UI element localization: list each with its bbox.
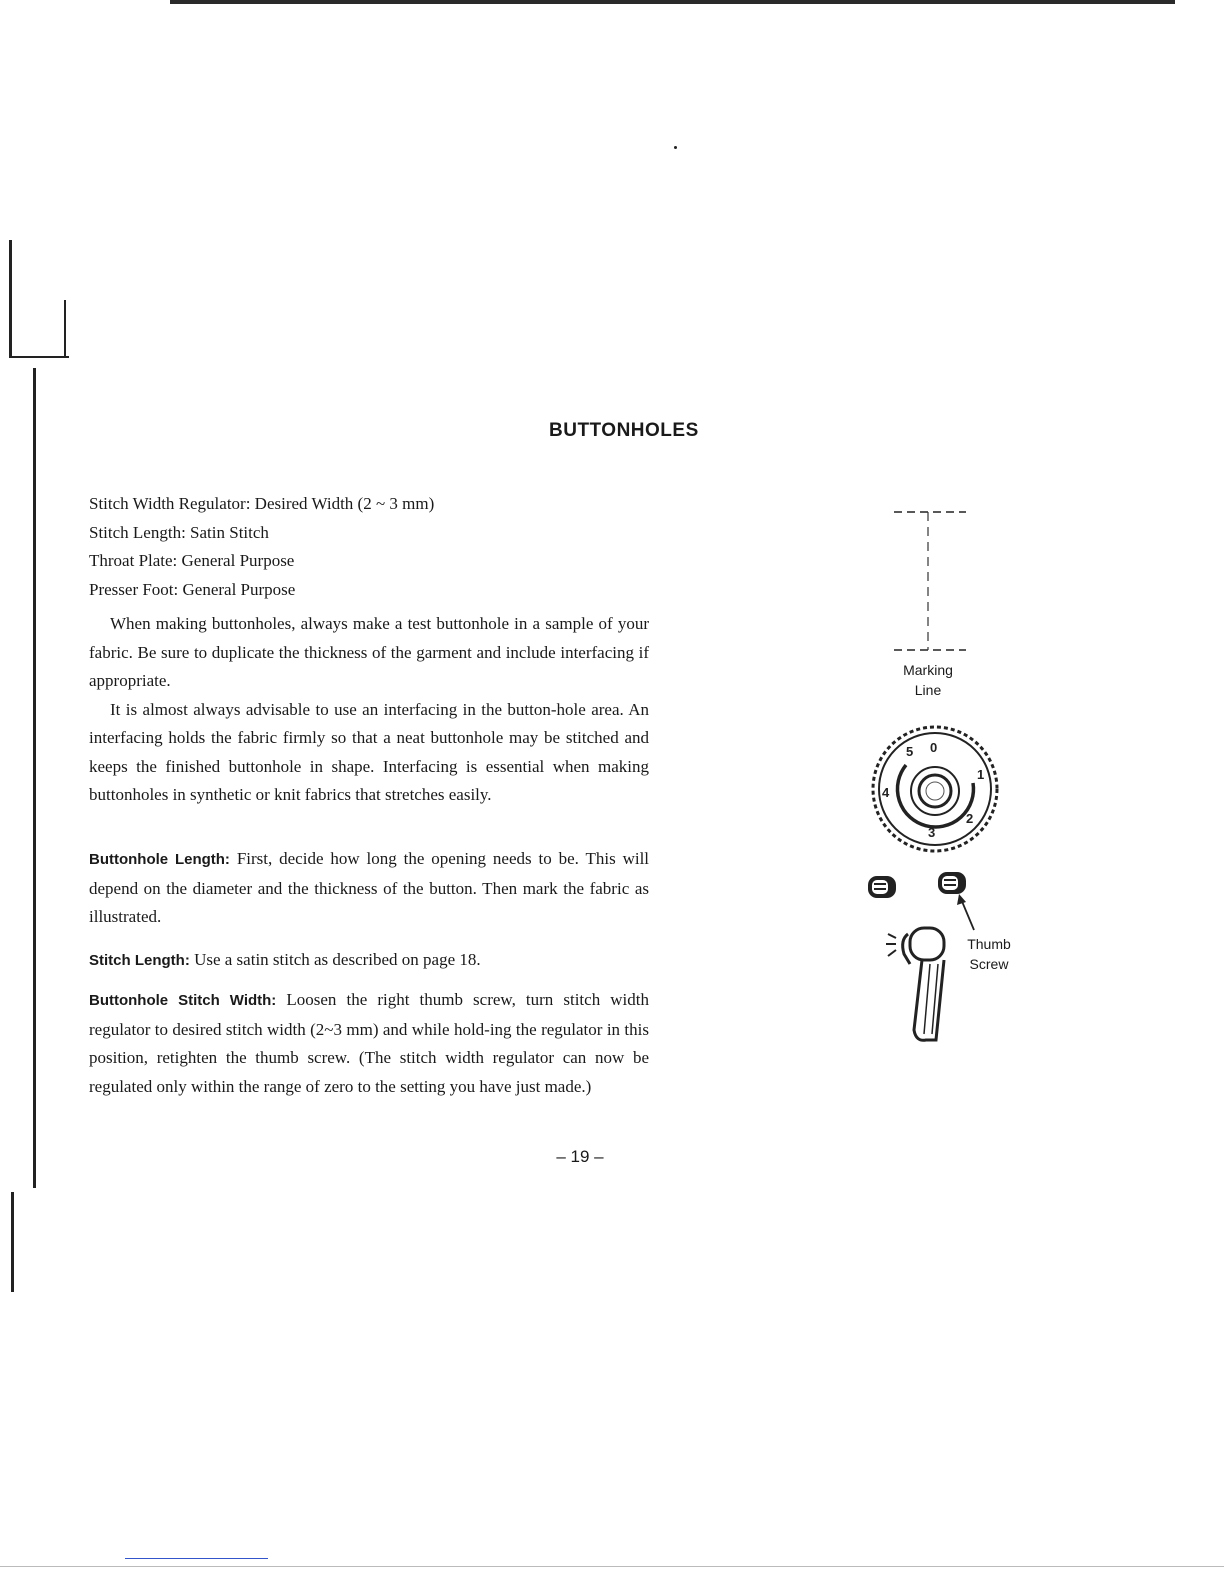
scan-mark [9, 356, 69, 358]
scan-mark [64, 300, 66, 358]
scan-bottom-edge [0, 1566, 1224, 1567]
dial-number: 4 [882, 785, 890, 800]
scan-top-edge [170, 0, 1175, 4]
buttonhole-length-section [89, 845, 649, 932]
dial-hub-center [926, 782, 944, 800]
setting-stitch-length: Stitch Length: Satin Stitch [89, 522, 269, 542]
stitch-length-section [89, 946, 649, 976]
dial-number: 5 [906, 744, 914, 759]
scan-mark [9, 240, 12, 358]
pointer-arrow-icon [961, 899, 974, 930]
thumb-screw-icon [938, 872, 966, 894]
regulator-lever-icon [886, 928, 944, 1040]
intro-paragraph: When making buttonholes, always make a test buttonhole in a sample of your fabric. Be sure to duplicate the thickness of the garment and include interfacing if appropriate. [89, 614, 649, 690]
stitch-width-section [89, 986, 649, 1101]
settings-list [89, 490, 434, 604]
thumb-screw-icon [868, 876, 896, 898]
dial-number: 2 [966, 811, 974, 826]
page-title: BUTTONHOLES [549, 420, 699, 441]
dial-number: 3 [928, 825, 936, 840]
setting-stitch-width: Stitch Width Regulator: Desired Width (2 ~ 3 mm) [89, 494, 435, 513]
scan-mark [11, 1192, 14, 1292]
binding-edge-mark [33, 368, 36, 1188]
section-text: Loosen the right thumb screw, turn stitch width regulator to desired stitch width (2~3 mm) and while hold-ing the regulator in this position, retighten the thumb screw. (The stitch width regulator can now be regulated only within the range of zero to the setting you have just made.) [89, 990, 649, 1096]
dial-number: 0 [930, 740, 938, 755]
section-heading: Stitch Length: [89, 952, 190, 969]
thumb-screw-label: Thumb Screw [967, 936, 1011, 972]
marking-line-figure [880, 505, 980, 657]
section-text: First, decide how long the opening needs to be. This will depend on the diameter and the thickness of the button. Then mark the fabric as illustrated. [89, 849, 650, 926]
arrow-head-icon [957, 894, 966, 905]
scan-mark [674, 146, 677, 149]
scan-bottom-line [125, 1558, 268, 1559]
dial-hub-inner [919, 775, 951, 807]
stitch-width-dial [868, 725, 1002, 853]
section-text: Use a satin stitch as described on page 18. [194, 950, 481, 969]
setting-presser-foot: Presser Foot: General Purpose [89, 579, 296, 599]
section-heading: Buttonhole Stitch Width: [89, 992, 277, 1009]
page-number: – 19 – [556, 1147, 604, 1166]
section-heading: Buttonhole Length: [89, 851, 230, 868]
setting-throat-plate: Throat Plate: General Purpose [89, 551, 295, 570]
intro-paragraph: It is almost always advisable to use an interfacing in the button-hole area. An interfacing holds the fabric firmly so that a neat buttonhole may be stitched and keeps the finished buttonhole in shape. Interfacing is essential when making buttonholes in synthetic or knit fabrics that stretches easily. [89, 699, 649, 804]
dial-number: 1 [977, 767, 985, 782]
intro-section [89, 610, 649, 810]
marking-line-label: Marking Line [903, 662, 953, 698]
